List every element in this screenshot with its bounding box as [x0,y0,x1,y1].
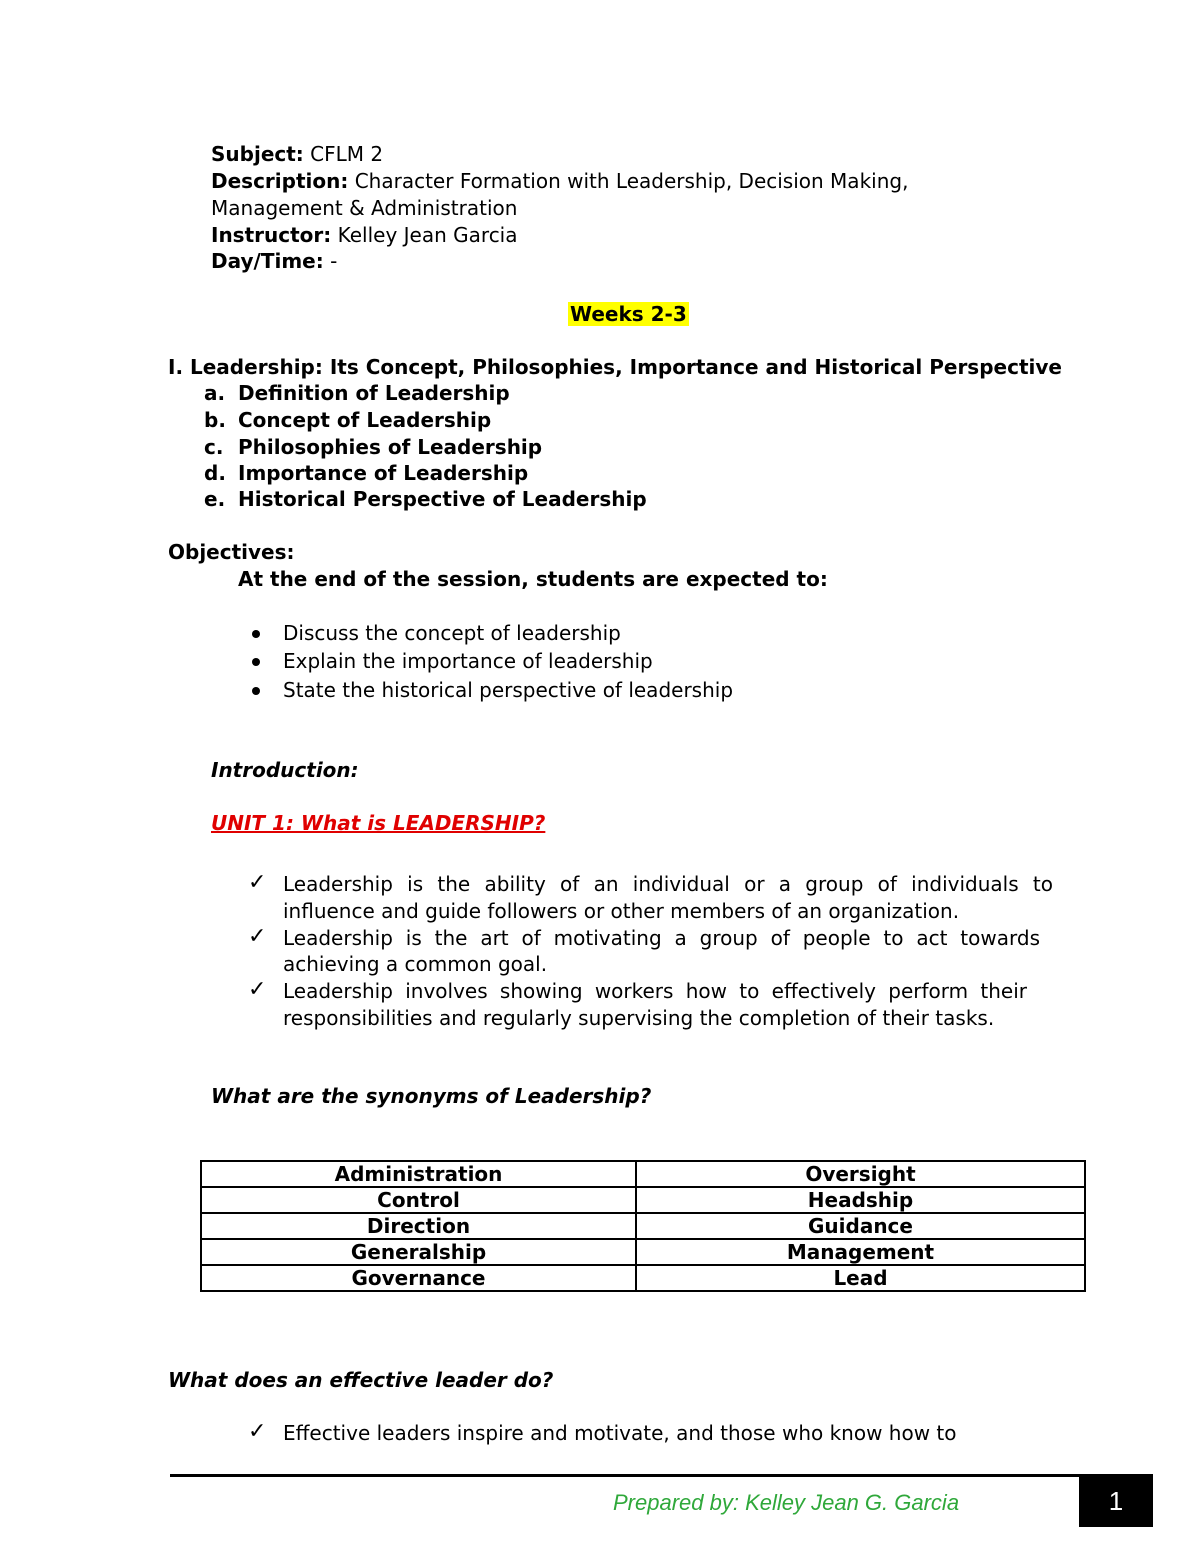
check-item-line: Leadership is the art of motivating a group of people to act towards [283,926,1040,950]
checkmark-icon: ✓ [248,870,267,895]
table-cell: Management [636,1239,1085,1265]
list-item [204,434,223,461]
check-item-line: influence and guide followers or other members of an organization. [283,899,960,923]
bullet-icon [252,630,260,638]
list-item [204,380,225,407]
table-cell: Oversight [636,1161,1085,1187]
description-label: Description: [211,169,349,193]
table-row [201,1213,1085,1239]
objectives-heading: Objectives: [168,540,295,564]
table-cell: Administration [201,1161,636,1187]
page-number-label: 1 [1108,1486,1124,1516]
daytime-label: Day/Time: [211,249,324,273]
subject-label: Subject: [211,142,304,166]
table-cell: Generalship [201,1239,636,1265]
check-item-line: responsibilities and regularly supervising the completion of their tasks. [283,1006,995,1030]
table-cell: Headship [636,1187,1085,1213]
objective-item: Discuss the concept of leadership [283,621,621,645]
table-row [201,1239,1085,1265]
effective-check-item: Effective leaders inspire and motivate, and those who know how to [283,1421,957,1445]
instructor-label: Instructor: [211,223,332,247]
objective-item: Explain the importance of leadership [283,649,653,673]
instructor-value: Kelley Jean Garcia [337,223,518,247]
subject-line [211,141,383,168]
table-cell: Governance [201,1265,636,1291]
list-marker: b. [204,408,226,432]
subject-value: CFLM 2 [310,142,384,166]
description-line [211,168,908,195]
list-item-text: Philosophies of Leadership [238,435,543,459]
unit-title: UNIT 1: What is LEADERSHIP? [211,811,546,835]
list-item-text: Definition of Leadership [238,381,510,405]
checkmark-icon: ✓ [248,977,267,1002]
description-value: Character Formation with Leadership, Decision Making, [354,169,909,193]
synonyms-table [200,1160,1086,1292]
table-cell: Lead [636,1265,1085,1291]
list-item [204,460,226,487]
page-number [1079,1476,1153,1527]
table-row [201,1161,1085,1187]
list-marker: a. [204,381,226,405]
section-title: I. Leadership: Its Concept, Philosophies, Importance and Historical Perspective [168,355,1062,379]
footer-divider [170,1474,1153,1477]
daytime-value: - [330,249,338,273]
table-cell: Direction [201,1213,636,1239]
list-item [204,407,226,434]
weeks-heading [568,301,689,328]
objectives-lead: At the end of the session, students are expected to: [238,567,828,591]
bullet-icon [252,658,260,666]
check-item-line: achieving a common goal. [283,952,548,976]
list-item-text: Importance of Leadership [238,461,529,485]
check-item-line: Leadership is the ability of an individual or a group of individuals to [283,872,1053,896]
list-item [204,486,225,513]
list-marker: e. [204,487,226,511]
list-marker: c. [204,435,224,459]
effective-question: What does an effective leader do? [168,1368,554,1392]
table-cell: Control [201,1187,636,1213]
introduction-heading: Introduction: [211,758,359,782]
table-row [201,1265,1085,1291]
instructor-line [211,222,518,249]
bullet-icon [252,687,260,695]
checkmark-icon: ✓ [248,1419,267,1444]
checkmark-icon: ✓ [248,924,267,949]
table-row [201,1187,1085,1213]
weeks-label: Weeks 2-3 [570,302,687,326]
table-cell: Guidance [636,1213,1085,1239]
list-item-text: Historical Perspective of Leadership [238,487,647,511]
list-marker: d. [204,461,226,485]
description-line-2: Management & Administration [211,196,518,220]
objective-item: State the historical perspective of leadership [283,678,734,702]
check-item-line: Leadership involves showing workers how to effectively perform their [283,979,1027,1003]
daytime-line [211,248,337,275]
list-item-text: Concept of Leadership [238,408,492,432]
prepared-by: Prepared by: Kelley Jean G. Garcia [613,1490,960,1515]
synonyms-question: What are the synonyms of Leadership? [211,1084,652,1108]
